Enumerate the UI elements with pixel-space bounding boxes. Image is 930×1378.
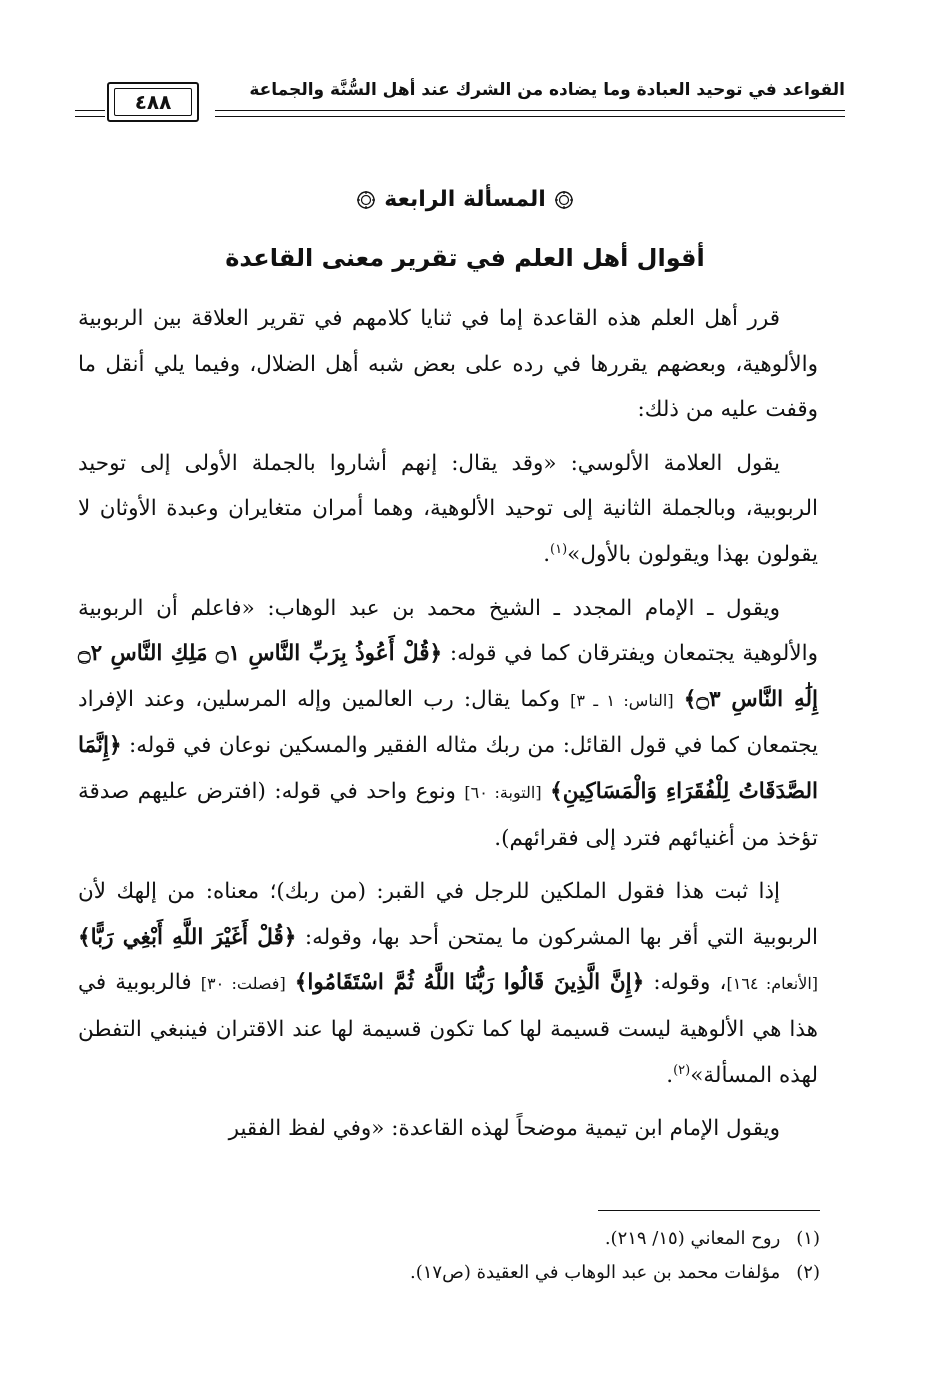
quran-verse: ﴿إِنَّمَا الصَّدَقَاتُ لِلْفُقَرَاءِ وَالْمَسَاكِينِ﴾ — [78, 733, 818, 804]
paragraph — [78, 441, 818, 578]
footnote — [300, 1256, 820, 1290]
paragraph — [78, 869, 818, 1098]
body-text — [78, 296, 818, 1158]
page-number-frame — [107, 82, 199, 122]
verse-reference: [الناس: ١ ـ ٣] — [570, 690, 674, 710]
footnote — [300, 1222, 820, 1256]
footnotes — [300, 1222, 820, 1290]
paragraph-text: فالربوبية في هذا هي الألوهية ليست قسيمة لها كما تكون قسيمة لها عند الاقتران فينبغي التفطن لهذه المسألة» — [78, 970, 818, 1088]
header-rule-top — [215, 110, 845, 111]
footnote-text: مؤلفات محمد بن عبد الوهاب في العقيدة (ص١٧). — [410, 1262, 781, 1283]
paragraph-text: ويقول الإمام ابن تيمية موضحاً لهذه القاعدة: «وفي لفظ الفقير — [228, 1116, 780, 1142]
running-header-title: القواعد في توحيد العبادة وما يضاده من الشرك عند أهل السُّنَّة والجماعة — [249, 80, 845, 100]
ornament-icon — [356, 190, 376, 210]
quran-verse: ﴿قُلْ أَغَيْرَ اللَّهِ أَبْغِي رَبًّا﴾ — [78, 924, 297, 950]
paragraph-text: وكما يقال: رب العالمين وإله المرسلين، وعند الإفراد يجتمعان كما في قول القائل: من ربك مثاله الفقير والمسكين نوعان في قوله: — [78, 686, 818, 759]
ornament-icon — [554, 190, 574, 210]
footnote-separator — [598, 1210, 820, 1211]
section-title: أقوال أهل العلم في تقرير معنى القاعدة — [225, 244, 705, 272]
header-rule-left-bottom — [75, 116, 105, 117]
header-rule-bottom — [215, 116, 845, 117]
verse-reference: [فصلت: ٣٠] — [200, 974, 286, 994]
quran-verse: ﴿قُلْ أَعُوذُ بِرَبِّ النَّاسِ ۝١ مَلِكِ النَّاسِ ۝٢ إِلَٰهِ النَّاسِ ۝٣﴾ — [78, 641, 818, 712]
paragraph-text: إذا ثبت هذا فقول الملكين للرجل في القبر: (من ربك)؛ معناه: من إلهك لأن الربوبية التي أقر بها المشركون ما يمتحن أحد بها، وقوله: — [78, 879, 818, 950]
paragraph-text: ونوع واحد في قوله: (افترض عليهم صدقة تؤخذ من أغنيائهم فترد إلى فقرائهم). — [78, 778, 818, 851]
section-label-text: المسألة الرابعة — [384, 187, 546, 212]
footnote-text: روح المعاني (١٥/ ٢١٩). — [604, 1228, 781, 1249]
quran-verse: ﴿إِنَّ الَّذِينَ قَالُوا رَبُّنَا اللَّهُ ثُمَّ اسْتَقَامُوا﴾ — [294, 970, 645, 996]
verse-reference: [الأنعام: ١٦٤] — [726, 974, 819, 994]
paragraph-text: ويقول ـ الإمام المجدد ـ الشيخ محمد بن عبد الوهاب: «فاعلم أن الربوبية والألوهية يجتمعان ويفترقان كما في قوله: — [78, 595, 818, 667]
paragraph-text: ، وقوله: — [644, 970, 727, 996]
footnote-number: (١) — [796, 1228, 820, 1249]
paragraph-text: . — [543, 541, 551, 567]
footnote-marker[interactable]: (٢) — [673, 1062, 691, 1078]
footnote-marker[interactable]: (١) — [550, 541, 568, 557]
paragraph-text: يقول العلامة الألوسي: «وقد يقال: إنهم أشاروا بالجملة الأولى إلى توحيد الربوبية، وبالجملة الثانية إلى توحيد الألوهية، وهما أمران متغايران وعبدة الأوثان لا يقولون بهذا ويقولون بالأول» — [78, 450, 818, 567]
paragraph — [78, 296, 818, 433]
header-rule-left-top — [75, 110, 105, 111]
paragraph — [78, 586, 818, 862]
verse-reference: [التوبة: ٦٠] — [464, 782, 542, 802]
page-number: ٤٨٨ — [114, 88, 192, 116]
paragraph-text: . — [666, 1062, 674, 1088]
paragraph-text: قرر أهل العلم هذه القاعدة إما في ثنايا كلامهم في تقرير العلاقة بين الربوبية والألوهية، وبعضهم يقررها في رده على بعض شبه أهل الضلال، وفيما يلي أنقل ما وقفت عليه من ذلك: — [78, 306, 818, 423]
running-header — [75, 72, 845, 152]
section-label — [0, 180, 930, 220]
footnote-number: (٢) — [796, 1262, 820, 1283]
paragraph — [78, 1106, 818, 1152]
